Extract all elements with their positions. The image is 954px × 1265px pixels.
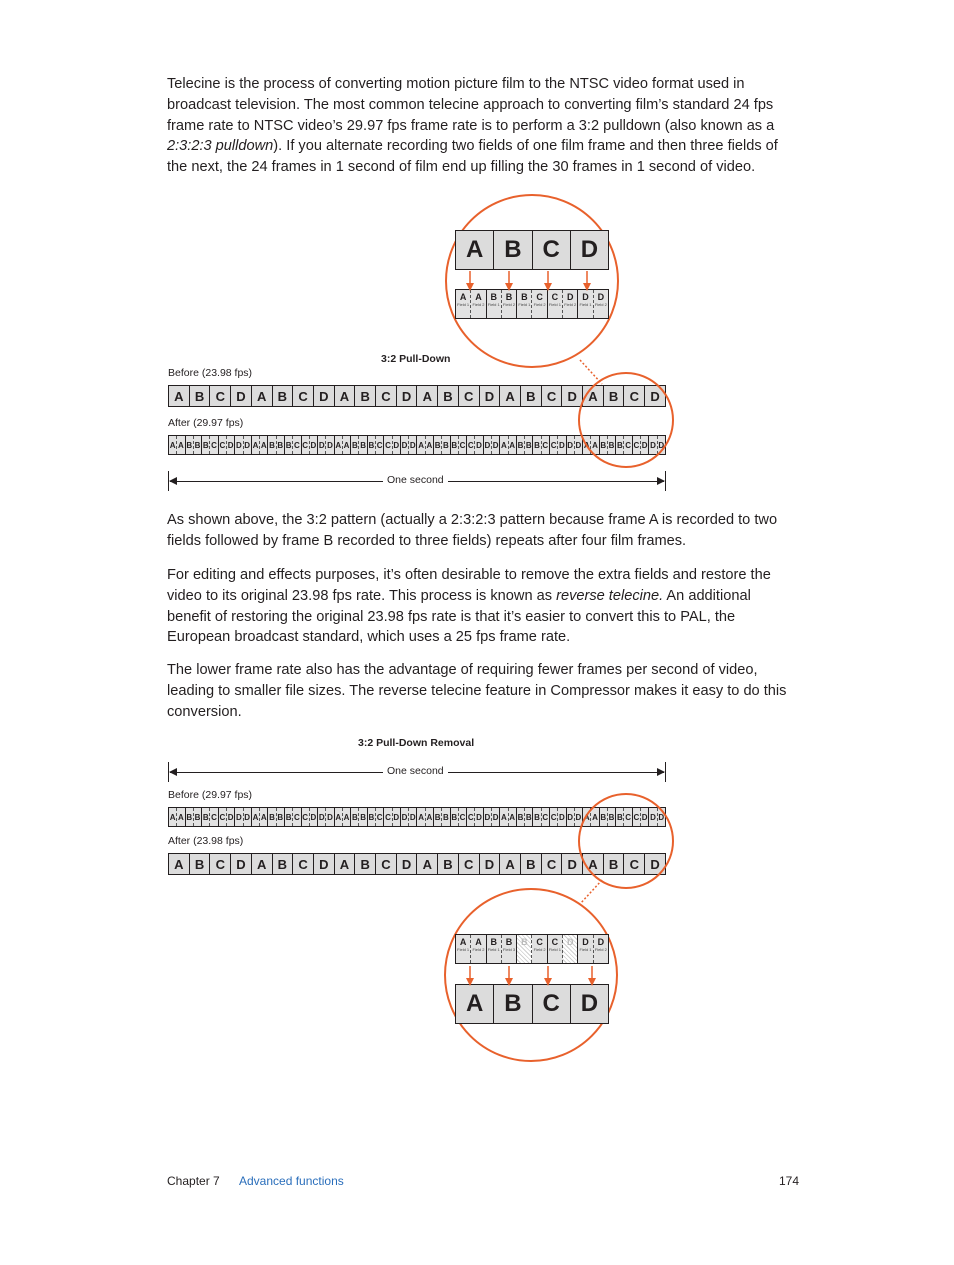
zoom-field-letter: B: [490, 292, 497, 302]
before-label: Before (23.98 fps): [168, 367, 253, 379]
one-second-label: One second: [383, 474, 448, 486]
video-field-cell: C: [219, 436, 227, 454]
zoom-field-letter: B: [521, 292, 528, 302]
zoom-field-caption: Field 1: [457, 302, 470, 307]
video-field-cell: B: [608, 436, 616, 454]
film-frame-cell: A: [335, 854, 356, 874]
video-field-cell: B: [285, 808, 293, 826]
video-field-cell: D: [492, 436, 500, 454]
film-frame-cell: B: [355, 854, 376, 874]
film-frame-cell: D: [231, 854, 252, 874]
video-field-cell: B: [451, 808, 459, 826]
video-field-cell: B: [351, 808, 359, 826]
reverse-telecine-paragraph: For editing and effects purposes, it’s often desirable to remove the extra fields and restore the video to its original 23.98 fps rate. This process is known as reverse telecine. An additional benefit of restoring the original 23.98 fps rate is that it’s easier to convert this to PAL, the European broadcast standard, which uses a 25 fps frame rate.: [167, 567, 771, 646]
video-field-cell: B: [202, 808, 210, 826]
video-field-cell: C: [302, 436, 310, 454]
film-frame-cell: D: [645, 386, 665, 406]
dotted-connector-bottom: [580, 880, 602, 904]
film-frame-cell: A: [169, 386, 190, 406]
video-field-cell: A: [509, 436, 517, 454]
video-field-cell: A: [252, 436, 260, 454]
zoom-field-caption: Field 1: [579, 302, 592, 307]
video-field-cell: A: [177, 436, 185, 454]
video-field-cell: C: [219, 808, 227, 826]
video-field-cell: B: [451, 436, 459, 454]
video-field-cell: B: [202, 436, 210, 454]
video-field-cell: A: [426, 808, 434, 826]
video-field-cell: D: [409, 808, 417, 826]
video-field-cell: C: [210, 808, 218, 826]
film-frame-cell: B: [604, 854, 625, 874]
video-field-cell: B: [277, 436, 285, 454]
film-frame-cell: D: [645, 854, 665, 874]
video-field-cell: A: [343, 436, 351, 454]
film-frame-cell: D: [480, 386, 501, 406]
zoom-field-caption: Field 1: [518, 302, 531, 307]
video-field-cell: B: [600, 808, 608, 826]
video-field-cell: B: [600, 436, 608, 454]
video-field-cell: D: [558, 436, 566, 454]
video-field-cell: B: [517, 808, 525, 826]
film-frame-cell: A: [417, 854, 438, 874]
video-field-cell: D: [475, 808, 483, 826]
film-frame-cell: B: [273, 854, 294, 874]
video-field-cell: B: [186, 436, 194, 454]
video-field-cell: B: [277, 808, 285, 826]
film-frame-cell: D: [562, 386, 583, 406]
video-field-cell: D: [641, 436, 649, 454]
before-label-2: Before (29.97 fps): [168, 789, 253, 801]
video-field-cell: C: [633, 808, 641, 826]
zoom-field-letter: C: [551, 292, 559, 302]
video-field-cell: D: [318, 808, 326, 826]
film-frame-cell: B: [521, 854, 542, 874]
dotted-connector-top: [580, 360, 602, 384]
video-field-cell: A: [169, 436, 177, 454]
zoom-field-letter: D: [597, 292, 605, 302]
video-field-cell: A: [343, 808, 351, 826]
film-frame-cell: C: [210, 854, 231, 874]
video-field-cell: D: [575, 436, 583, 454]
film-frame-cell: C: [542, 386, 563, 406]
video-field-cell: A: [260, 808, 268, 826]
zoom-field-caption: Field 3: [503, 947, 516, 952]
film-frame-cell: A: [583, 854, 604, 874]
video-field-cell: A: [335, 808, 343, 826]
film-frame-cell: A: [500, 386, 521, 406]
video-field-cell: B: [434, 808, 442, 826]
video-field-cell: A: [177, 808, 185, 826]
video-field-cell: D: [227, 808, 235, 826]
video-field-cell: C: [467, 436, 475, 454]
video-field-cell: D: [409, 436, 417, 454]
video-field-cell: D: [658, 436, 665, 454]
zoom-frame-cell: A: [456, 231, 494, 269]
film-frame-cell: A: [500, 854, 521, 874]
video-field-cell: B: [525, 436, 533, 454]
film-frame-cell: D: [314, 386, 335, 406]
video-field-cell: D: [649, 808, 657, 826]
video-field-cell: D: [484, 808, 492, 826]
video-field-cell: C: [550, 436, 558, 454]
video-field-cell: D: [575, 808, 583, 826]
video-field-cell: A: [169, 808, 177, 826]
zoom-field-letter: B: [490, 937, 497, 947]
video-field-cell: B: [517, 436, 525, 454]
video-field-cell: D: [401, 808, 409, 826]
film-frame-cell: D: [397, 386, 418, 406]
video-field-cell: D: [235, 436, 243, 454]
video-field-cell: D: [492, 808, 500, 826]
video-field-cell: C: [624, 808, 632, 826]
video-field-cell: C: [293, 808, 301, 826]
video-field-cell: B: [525, 808, 533, 826]
zoom-frame-cell: B: [494, 231, 532, 269]
page-number: 174: [779, 1174, 800, 1188]
video-field-cell: D: [326, 808, 334, 826]
film-frame-cell: A: [252, 854, 273, 874]
film-frame-cell: D: [231, 386, 252, 406]
film-frame-cell: B: [604, 386, 625, 406]
video-field-cell: C: [302, 808, 310, 826]
video-field-cell: D: [235, 808, 243, 826]
video-field-cell: D: [649, 436, 657, 454]
video-field-cell: D: [484, 436, 492, 454]
video-field-cell: A: [591, 436, 599, 454]
video-field-cell: D: [318, 436, 326, 454]
video-field-cell: A: [509, 808, 517, 826]
video-field-cell: A: [591, 808, 599, 826]
film-frame-cell: A: [583, 386, 604, 406]
video-field-cell: B: [616, 808, 624, 826]
film-frame-cell: A: [417, 386, 438, 406]
video-field-cell: A: [260, 436, 268, 454]
zoom-field-caption: Field 2: [472, 302, 485, 307]
video-field-cell: B: [268, 436, 276, 454]
video-field-cell: C: [384, 808, 392, 826]
video-field-cell: A: [583, 436, 591, 454]
zoom-frame-cell: B: [494, 985, 532, 1023]
zoom-field-letter: B: [505, 292, 513, 302]
zoom-field-caption: Field 1: [579, 947, 592, 952]
figure-title-removal: 3:2 Pull-Down Removal: [358, 737, 475, 749]
zoom-frame-cell: A: [456, 985, 494, 1023]
zoom-field-letter: D: [597, 937, 605, 947]
video-field-cell: B: [194, 808, 202, 826]
frame-rate-paragraph: The lower frame rate also has the advantage of requiring fewer frames per second of video, leading to smaller file sizes. The reverse telecine feature in Compressor makes it easy to do this conversion.: [167, 662, 787, 720]
after-label-2: After (23.98 fps): [168, 835, 244, 847]
video-field-cell: C: [376, 436, 384, 454]
video-field-cell: D: [310, 436, 318, 454]
video-field-cell: B: [616, 436, 624, 454]
figure-title-pulldown: 3:2 Pull-Down: [381, 353, 451, 365]
video-field-cell: D: [227, 436, 235, 454]
video-field-cell: B: [268, 808, 276, 826]
zoom-field-caption: Field 2: [533, 947, 546, 952]
video-field-cell: D: [558, 808, 566, 826]
zoom-field-caption: Field 2: [594, 302, 607, 307]
video-field-cell: A: [500, 436, 508, 454]
video-field-cell: B: [533, 436, 541, 454]
video-field-cell: B: [442, 808, 450, 826]
zoom-field-letter: D: [582, 292, 589, 302]
zoom-field-caption: Field 1: [487, 302, 500, 307]
video-field-cell: B: [359, 436, 367, 454]
after-label: After (29.97 fps): [168, 417, 244, 429]
video-field-cell: A: [426, 436, 434, 454]
film-frame-cell: B: [190, 854, 211, 874]
video-field-cell: B: [434, 436, 442, 454]
zoom-field-caption: Field 2: [564, 302, 577, 307]
zoom-field-letter: C: [536, 292, 543, 302]
film-frame-cell: C: [376, 386, 397, 406]
zoom-field-letter: D: [566, 937, 574, 947]
video-field-cell: D: [393, 808, 401, 826]
video-field-cell: B: [351, 436, 359, 454]
zoom-field-caption: Field 2: [533, 302, 546, 307]
zoom-frame-cell: C: [533, 231, 571, 269]
video-field-cell: A: [500, 808, 508, 826]
zoom-frame-cell: C: [533, 985, 571, 1023]
video-field-cell: D: [641, 808, 649, 826]
video-field-cell: B: [359, 808, 367, 826]
film-frame-cell: B: [438, 386, 459, 406]
video-field-cell: C: [384, 436, 392, 454]
film-frame-cell: A: [335, 386, 356, 406]
film-frame-cell: C: [542, 854, 563, 874]
zoom-field-letter: A: [475, 292, 482, 302]
video-field-cell: B: [368, 808, 376, 826]
zoom-field-letter: C: [551, 937, 559, 947]
film-frame-cell: D: [480, 854, 501, 874]
video-field-cell: C: [376, 808, 384, 826]
video-field-cell: B: [194, 436, 202, 454]
video-field-cell: D: [244, 436, 252, 454]
intro-paragraph: Telecine is the process of converting motion picture film to the NTSC video format used in broadcast television. The most common telecine approach to converting film’s standard 24 fps frame rate to NTSC video’s 29.97 fps frame rate is to perform a 3:2 pulldown (also known as a 2:3:2:3 pulldown). If you alternate recording two fields of one film frame and then three fields of the next, the 24 frames in 1 second of film end up filling the 30 frames in 1 second of video.: [167, 76, 778, 176]
zoom-field-letter: B: [521, 937, 528, 947]
video-field-cell: C: [210, 436, 218, 454]
video-field-cell: D: [658, 808, 665, 826]
video-field-cell: B: [285, 436, 293, 454]
film-frame-cell: D: [562, 854, 583, 874]
video-field-cell: A: [252, 808, 260, 826]
zoom-field-caption: Field 2: [472, 947, 485, 952]
video-field-cell: B: [368, 436, 376, 454]
zoom-field-letter: B: [505, 937, 513, 947]
zoom-field-caption: Field 1: [457, 947, 470, 952]
one-second-label-2: One second: [383, 765, 448, 777]
film-frame-cell: C: [459, 386, 480, 406]
zoom-field-letter: D: [566, 292, 574, 302]
footer-chapter: Chapter 7: [167, 1174, 220, 1188]
video-field-cell: D: [244, 808, 252, 826]
film-frame-cell: D: [397, 854, 418, 874]
film-frame-cell: C: [210, 386, 231, 406]
film-frame-cell: C: [624, 854, 645, 874]
film-frame-cell: C: [293, 854, 314, 874]
video-field-cell: A: [417, 808, 425, 826]
pattern-paragraph: As shown above, the 3:2 pattern (actually a 2:3:2:3 pattern because frame A is recorded to two fields followed by frame B recorded to three fields) repeats after four film frames.: [167, 512, 778, 549]
film-frame-cell: C: [376, 854, 397, 874]
video-field-cell: C: [542, 808, 550, 826]
zoom-field-caption: Field 2: [594, 947, 607, 952]
video-field-cell: B: [608, 808, 616, 826]
film-frame-cell: C: [624, 386, 645, 406]
film-frame-cell: B: [355, 386, 376, 406]
video-field-cell: C: [459, 808, 467, 826]
film-frame-cell: C: [459, 854, 480, 874]
video-field-cell: C: [467, 808, 475, 826]
zoom-frame-cell: D: [571, 231, 608, 269]
video-field-cell: D: [567, 808, 575, 826]
film-frame-cell: B: [438, 854, 459, 874]
zoom-field-letter: C: [536, 937, 543, 947]
zoom-field-letter: A: [459, 937, 467, 947]
zoom-field-caption: Field 2: [503, 302, 516, 307]
video-field-cell: D: [475, 436, 483, 454]
zoom-field-letter: A: [459, 292, 467, 302]
video-field-cell: C: [293, 436, 301, 454]
zoom-field-letter: A: [475, 937, 482, 947]
zoom-field-caption: Field 1: [487, 947, 500, 952]
video-field-cell: C: [624, 436, 632, 454]
video-field-cell: A: [583, 808, 591, 826]
video-field-cell: D: [326, 436, 334, 454]
film-frame-cell: A: [169, 854, 190, 874]
video-field-cell: B: [442, 436, 450, 454]
video-field-cell: D: [393, 436, 401, 454]
footer-section-link[interactable]: Advanced functions: [239, 1174, 344, 1188]
zoom-field-letter: D: [582, 937, 589, 947]
video-field-cell: C: [542, 436, 550, 454]
video-field-cell: D: [310, 808, 318, 826]
film-frame-cell: B: [521, 386, 542, 406]
zoom-field-caption: Field 1: [548, 302, 561, 307]
zoom-field-caption: Field 1: [548, 947, 561, 952]
video-field-cell: C: [550, 808, 558, 826]
zoom-frame-cell: D: [571, 985, 608, 1023]
video-field-cell: D: [401, 436, 409, 454]
film-frame-cell: B: [190, 386, 211, 406]
film-frame-cell: C: [293, 386, 314, 406]
film-frame-cell: A: [252, 386, 273, 406]
video-field-cell: A: [417, 436, 425, 454]
film-frame-cell: D: [314, 854, 335, 874]
video-field-cell: A: [335, 436, 343, 454]
video-field-cell: C: [633, 436, 641, 454]
video-field-cell: D: [567, 436, 575, 454]
video-field-cell: B: [186, 808, 194, 826]
video-field-cell: C: [459, 436, 467, 454]
film-frame-cell: B: [273, 386, 294, 406]
video-field-cell: B: [533, 808, 541, 826]
